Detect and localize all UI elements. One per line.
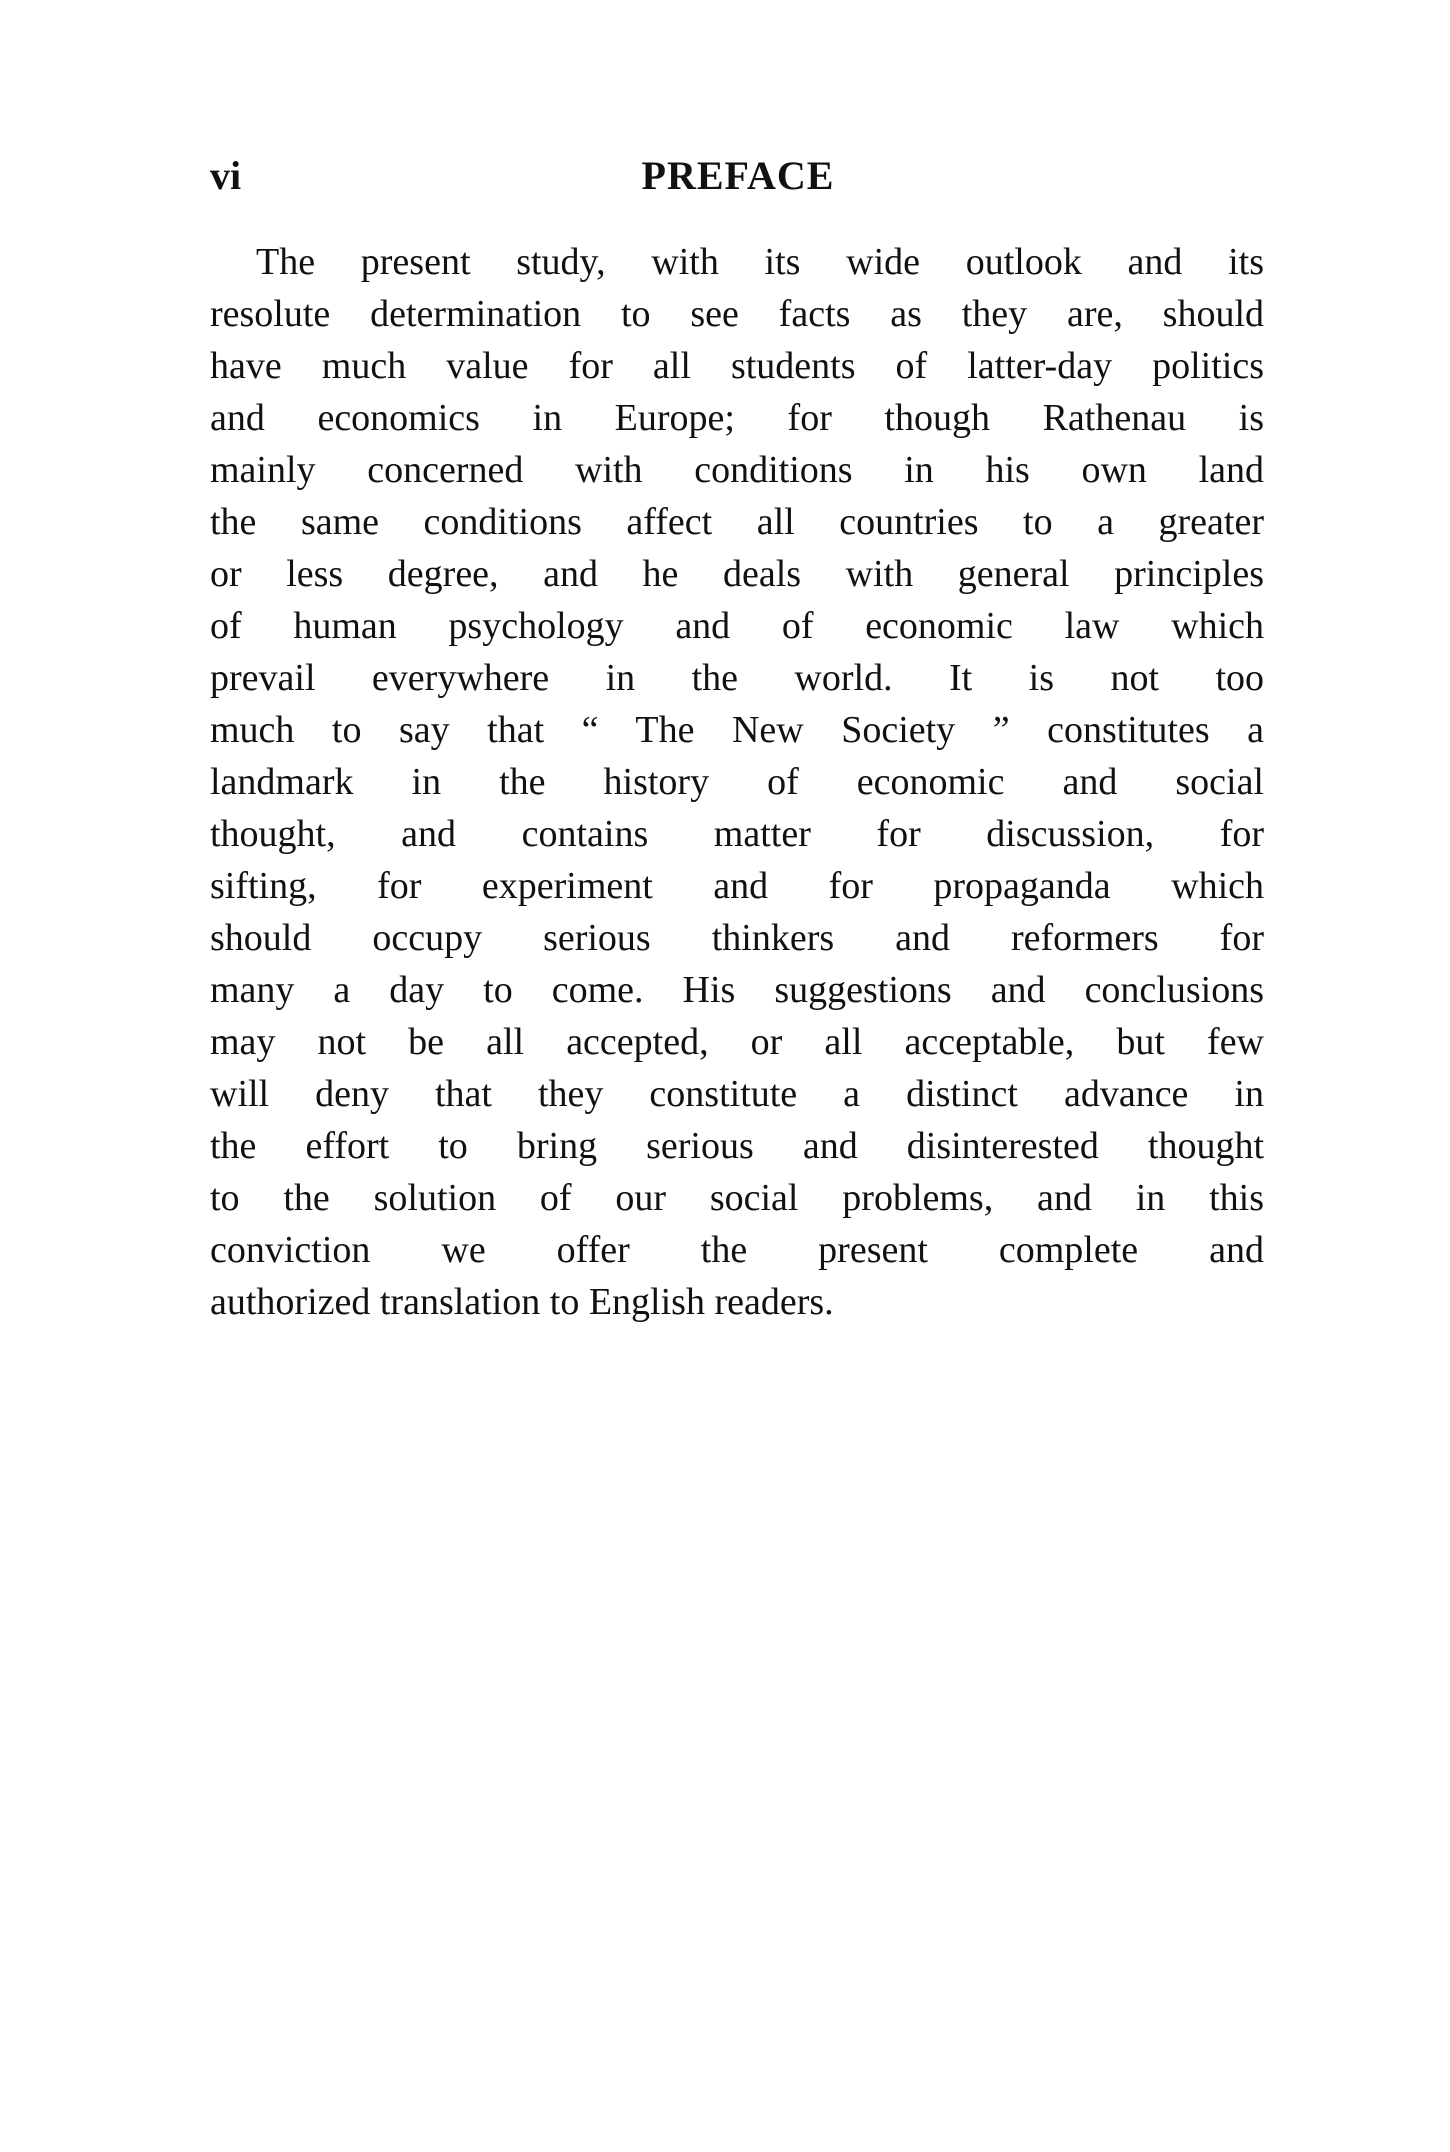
text-line: to the solution of our social problems, and in this bbox=[210, 1177, 1264, 1219]
text-line: should occupy serious thinkers and reformers for bbox=[210, 917, 1264, 959]
text-line: many a day to come. His suggestions and conclusions bbox=[210, 969, 1264, 1011]
text-line: conviction we offer the present complete and bbox=[210, 1229, 1264, 1271]
text-line: The present study, with its wide outlook and its bbox=[256, 241, 1264, 283]
text-line: prevail everywhere in the world. It is not too bbox=[210, 657, 1264, 699]
text-line: thought, and contains matter for discussion, for bbox=[210, 813, 1264, 855]
text-line: of human psychology and of economic law which bbox=[210, 605, 1264, 647]
preface-paragraph bbox=[210, 236, 1264, 1328]
text-line: may not be all accepted, or all acceptable, but few bbox=[210, 1021, 1264, 1063]
text-line: sifting, for experiment and for propaganda which bbox=[210, 865, 1264, 907]
text-line: the effort to bring serious and disinterested thought bbox=[210, 1125, 1264, 1167]
text-line: much to say that “ The New Society ” constitutes a bbox=[210, 709, 1264, 751]
text-line: landmark in the history of economic and social bbox=[210, 761, 1264, 803]
text-line: the same conditions affect all countries to a greater bbox=[210, 501, 1264, 543]
text-line: resolute determination to see facts as they are, should bbox=[210, 293, 1264, 335]
page-title: PREFACE bbox=[641, 153, 835, 198]
page-number: vi bbox=[210, 153, 242, 198]
text-line: have much value for all students of latter-day politics bbox=[210, 345, 1264, 387]
text-line: and economics in Europe; for though Rathenau is bbox=[210, 397, 1264, 439]
text-line: mainly concerned with conditions in his own land bbox=[210, 449, 1264, 491]
text-line: will deny that they constitute a distinct advance in bbox=[210, 1073, 1264, 1115]
text-line: or less degree, and he deals with general principles bbox=[210, 553, 1264, 595]
text-line: authorized translation to English readers. bbox=[210, 1281, 834, 1323]
